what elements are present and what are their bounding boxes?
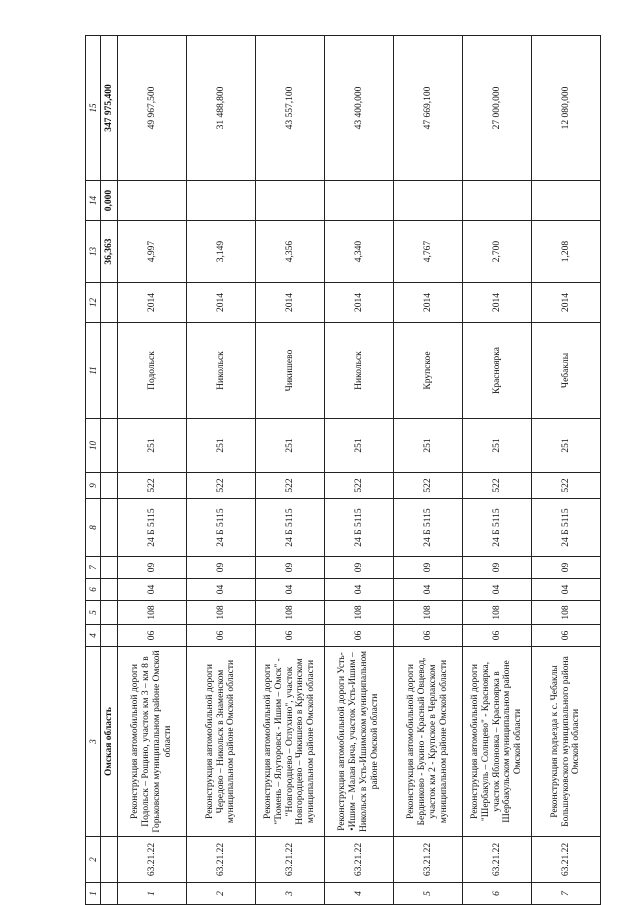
- column-number: 11: [86, 323, 101, 419]
- value-col-13: 1,208: [532, 221, 601, 283]
- region-total-14: 0,000: [101, 181, 118, 221]
- value-col-15: 27 000,000: [463, 36, 532, 181]
- value-col-15: 43 557,100: [256, 36, 325, 181]
- value-col-15: 49 967,500: [118, 36, 187, 181]
- okved-code: 63.21.22: [256, 837, 325, 883]
- value-col-13: 4,340: [325, 221, 394, 283]
- value-col-14: [256, 181, 325, 221]
- column-number: 15: [86, 36, 101, 181]
- okved-code: 63.21.22: [187, 837, 256, 883]
- column-number: 4: [86, 625, 101, 647]
- region-empty-cell: [101, 283, 118, 323]
- code-col-4: 06: [118, 625, 187, 647]
- code-col-6: 04: [532, 579, 601, 601]
- object-name: Реконструкция автомобильной дороги Подольск – Рощино, участок км 3 – км 8 в Горьковском муниципальном районе Омской области: [118, 647, 187, 837]
- table-row: [187, 36, 256, 905]
- code-col-4: 06: [394, 625, 463, 647]
- code-col-10: 251: [463, 419, 532, 473]
- code-col-10: 251: [118, 419, 187, 473]
- code-col-7: 09: [394, 557, 463, 579]
- column-number: 3: [86, 647, 101, 837]
- value-col-15: 12 080,000: [532, 36, 601, 181]
- row-number: 5: [394, 883, 463, 905]
- row-number: 7: [532, 883, 601, 905]
- kbk-code: 24 Б 5115: [325, 499, 394, 557]
- code-col-5: 108: [256, 601, 325, 625]
- code-col-10: 251: [325, 419, 394, 473]
- year: 2014: [187, 283, 256, 323]
- kbk-code: 24 Б 5115: [394, 499, 463, 557]
- code-col-10: 251: [187, 419, 256, 473]
- kbk-code: 24 Б 5115: [187, 499, 256, 557]
- value-col-14: [394, 181, 463, 221]
- value-col-13: 3,149: [187, 221, 256, 283]
- region-empty-cell: [101, 419, 118, 473]
- region-empty-cell: [101, 323, 118, 419]
- object-name: Реконструкция подъезда к с. Чебаклы Большеуковского муниципального района Омской области: [532, 647, 601, 837]
- value-col-13: 4,767: [394, 221, 463, 283]
- table-row: [256, 36, 325, 905]
- code-col-10: 251: [532, 419, 601, 473]
- code-col-4: 06: [187, 625, 256, 647]
- code-col-5: 108: [532, 601, 601, 625]
- code-col-4: 06: [256, 625, 325, 647]
- table-row: [118, 36, 187, 905]
- value-col-14: [187, 181, 256, 221]
- code-col-7: 09: [532, 557, 601, 579]
- row-number: 1: [118, 883, 187, 905]
- kbk-code: 24 Б 5115: [463, 499, 532, 557]
- region-empty-cell: [101, 837, 118, 883]
- okved-code: 63.21.22: [532, 837, 601, 883]
- code-col-10: 251: [256, 419, 325, 473]
- object-name: Реконструкция автомобильной дороги Усть-•Ишим – Малая Бича, участок Усть-Ишим – Никольск в Усть-Ишимском муниципальном районе Омской области: [325, 647, 394, 837]
- row-number: 4: [325, 883, 394, 905]
- code-col-5: 108: [394, 601, 463, 625]
- year: 2014: [532, 283, 601, 323]
- value-col-14: [463, 181, 532, 221]
- row-number: 2: [187, 883, 256, 905]
- region-empty-cell: [101, 473, 118, 499]
- region-name: Омская область: [101, 647, 118, 837]
- value-col-13: 4,356: [256, 221, 325, 283]
- column-number: 6: [86, 579, 101, 601]
- region-total-13: 36,363: [101, 221, 118, 283]
- locality: Подольск: [118, 323, 187, 419]
- region-row: [101, 36, 118, 905]
- code-col-6: 04: [187, 579, 256, 601]
- value-col-13: 4,997: [118, 221, 187, 283]
- region-empty-cell: [101, 601, 118, 625]
- code-col-5: 108: [325, 601, 394, 625]
- code-col-7: 09: [325, 557, 394, 579]
- code-col-9: 522: [394, 473, 463, 499]
- code-col-6: 04: [325, 579, 394, 601]
- code-col-7: 09: [256, 557, 325, 579]
- code-col-4: 06: [325, 625, 394, 647]
- locality: Никольск: [325, 323, 394, 419]
- locality: Красноярка: [463, 323, 532, 419]
- region-empty-cell: [101, 499, 118, 557]
- year: 2014: [394, 283, 463, 323]
- object-name: Реконструкция автомобильной дороги "Шербакуль – Солнцево" - Красноярка, участок Яблоновка – Красноярка в Шербакульском муниципальном районе Омской области: [463, 647, 532, 837]
- code-col-5: 108: [187, 601, 256, 625]
- year: 2014: [118, 283, 187, 323]
- header-row: [86, 36, 101, 905]
- object-name: Реконструкция автомобильной дороги Чередово – Никольск в Знаменском муниципальном районе Омской области: [187, 647, 256, 837]
- investment-table: [85, 35, 601, 905]
- kbk-code: 24 Б 5115: [118, 499, 187, 557]
- table-row: [325, 36, 394, 905]
- locality: Чикишево: [256, 323, 325, 419]
- column-number: 10: [86, 419, 101, 473]
- year: 2014: [325, 283, 394, 323]
- code-col-7: 09: [463, 557, 532, 579]
- column-number-header: [86, 36, 101, 905]
- code-col-9: 522: [532, 473, 601, 499]
- locality: Никольск: [187, 323, 256, 419]
- value-col-14: [532, 181, 601, 221]
- code-col-6: 04: [394, 579, 463, 601]
- code-col-4: 06: [532, 625, 601, 647]
- region-empty-cell: [101, 625, 118, 647]
- column-number: 5: [86, 601, 101, 625]
- value-col-15: 47 669,100: [394, 36, 463, 181]
- code-col-7: 09: [187, 557, 256, 579]
- region-total-15: 347 975,400: [101, 36, 118, 181]
- column-number: 13: [86, 221, 101, 283]
- value-col-14: [118, 181, 187, 221]
- table-body: [101, 36, 601, 905]
- table-row: [532, 36, 601, 905]
- row-number: 3: [256, 883, 325, 905]
- code-col-9: 522: [187, 473, 256, 499]
- code-col-9: 522: [118, 473, 187, 499]
- column-number: 7: [86, 557, 101, 579]
- okved-code: 63.21.22: [394, 837, 463, 883]
- region-empty-cell: [101, 557, 118, 579]
- code-col-6: 04: [463, 579, 532, 601]
- code-col-9: 522: [463, 473, 532, 499]
- column-number: 12: [86, 283, 101, 323]
- year: 2014: [256, 283, 325, 323]
- code-col-4: 06: [463, 625, 532, 647]
- column-number: 14: [86, 181, 101, 221]
- value-col-15: 43 400,000: [325, 36, 394, 181]
- code-col-6: 04: [256, 579, 325, 601]
- code-col-6: 04: [118, 579, 187, 601]
- okved-code: 63.21.22: [118, 837, 187, 883]
- region-empty-cell: [101, 883, 118, 905]
- value-col-14: [325, 181, 394, 221]
- object-name: Реконструкция автомобильной дороги "Тюмень – Ялуторовск - Ишим – Омск" - "Новгородцево – Оглухино", участок Новгородцево – Чикишево в Крутинском муниципальном районе Омской области: [256, 647, 325, 837]
- kbk-code: 24 Б 5115: [532, 499, 601, 557]
- column-number: 2: [86, 837, 101, 883]
- code-col-9: 522: [325, 473, 394, 499]
- locality: Чебаклы: [532, 323, 601, 419]
- column-number: 8: [86, 499, 101, 557]
- region-empty-cell: [101, 579, 118, 601]
- object-name: Реконструкция автомобильной дороги Бердниково - Букино - Красный Овцевод, участок км 2 - Крупское в Черлакском муниципальном районе Омской области: [394, 647, 463, 837]
- table-row: [463, 36, 532, 905]
- kbk-code: 24 Б 5115: [256, 499, 325, 557]
- okved-code: 63.21.22: [463, 837, 532, 883]
- code-col-7: 09: [118, 557, 187, 579]
- code-col-5: 108: [463, 601, 532, 625]
- table-row: [394, 36, 463, 905]
- code-col-9: 522: [256, 473, 325, 499]
- column-number: 1: [86, 883, 101, 905]
- code-col-5: 108: [118, 601, 187, 625]
- year: 2014: [463, 283, 532, 323]
- okved-code: 63.21.22: [325, 837, 394, 883]
- code-col-10: 251: [394, 419, 463, 473]
- value-col-15: 31 488,800: [187, 36, 256, 181]
- row-number: 6: [463, 883, 532, 905]
- locality: Крупское: [394, 323, 463, 419]
- value-col-13: 2,700: [463, 221, 532, 283]
- column-number: 9: [86, 473, 101, 499]
